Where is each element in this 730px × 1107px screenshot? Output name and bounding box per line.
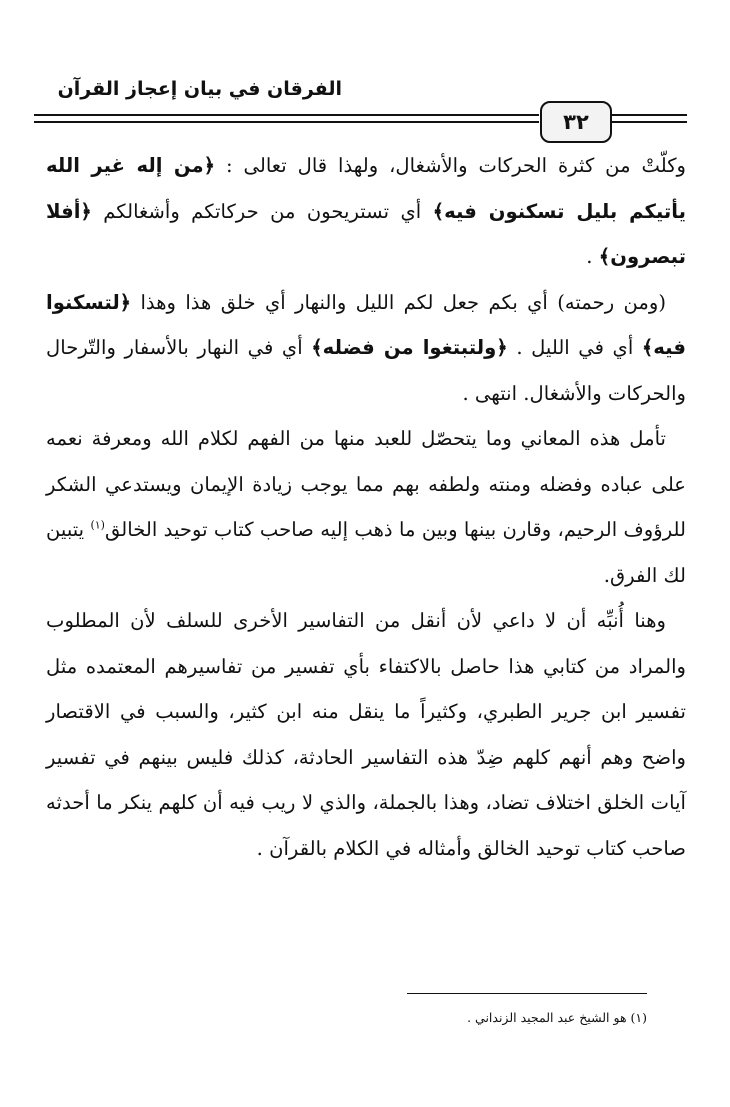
quran-verse: ﴿ولتبتغوا من فضله﴾ <box>311 336 508 359</box>
body-text <box>46 143 686 871</box>
page-number: ٣٢ <box>540 101 612 143</box>
header-rule-bottom <box>34 121 539 123</box>
paragraph-2-text-a: (ومن رحمته) أي بكم جعل لكم الليل والنهار أي خلق هذا وهذا <box>131 290 666 314</box>
paragraph-3 <box>46 416 686 598</box>
header-rule-top <box>34 114 539 116</box>
footnote: (١) هو الشيخ عبد المجيد الزنداني . <box>467 1010 647 1025</box>
paragraph-4: وهنا أُنبِّه أن لا داعي لأن أنقل من التفاسير الأخرى للسلف لأن المطلوب والمراد من كتابي هذا حاصل بالاكتفاء بأي تفسير من تفاسيرهم المعتمده مثل تفسير ابن جرير الطبري، وكثيراً ما ينقل منه ابن كثير، والسبب في الاقتصار واضح وهم أنهم كلهم ضِدّ هذه التفاسير الحادثة، كذلك فليس بينهم في تفسير آيات الخلق اختلاف تضاد، وهذا بالجملة، والذي لا ريب فيه أن كلهم ينكر ما أحدثه صاحب كتاب توحيد الخالق وأمثاله في الكلام بالقرآن . <box>46 609 686 860</box>
paragraph-2-text-b: أي في الليل . <box>507 336 642 359</box>
running-title: الفرقان في بيان إعجاز القرآن <box>57 78 342 100</box>
footnote-reference: (١) <box>90 518 105 532</box>
paragraph-3-text-a: تأمل هذه المعاني وما يتحصّل للعبد منها من الفهم لكلام الله ومعرفة نعمه على عباده وفضله ومنته ولطفه بهم مما يوجب زيادة الإيمان ويستدعي الشكر للرؤوف الرحيم، وقارن بينها وبين ما ذهب إليه صاحب كتاب توحيد الخالق <box>46 427 686 541</box>
paragraph-2-text-c: أي في النهار بالأسفار والتّرحال والحركات والأشغال. انتهى . <box>46 336 686 405</box>
quran-verse: ﴿أفلا تبصرون﴾ <box>46 199 686 268</box>
paragraph-1-text-b: أي تستريحون من حركاتكم وأشغالكم <box>91 199 433 223</box>
header-rule-bottom-right <box>609 121 687 123</box>
header-rule-top-right <box>609 114 687 116</box>
quran-verse: ﴿من إله غير الله يأتيكم بليل تسكنون فيه﴾ <box>46 154 686 223</box>
quran-verse: ﴿لتسكنوا فيه﴾ <box>46 290 687 359</box>
paragraph-1-text-c: . <box>586 245 599 268</box>
paragraph-1 <box>46 143 686 280</box>
paragraph-1-text-a: وكلّتْ من كثرة الحركات والأشغال، ولهذا قال تعالى : <box>215 154 686 177</box>
paragraph-3-text-b: يتبين لك الفرق. <box>46 518 686 587</box>
footnote-divider <box>407 993 647 994</box>
paragraph-2 <box>46 280 686 417</box>
